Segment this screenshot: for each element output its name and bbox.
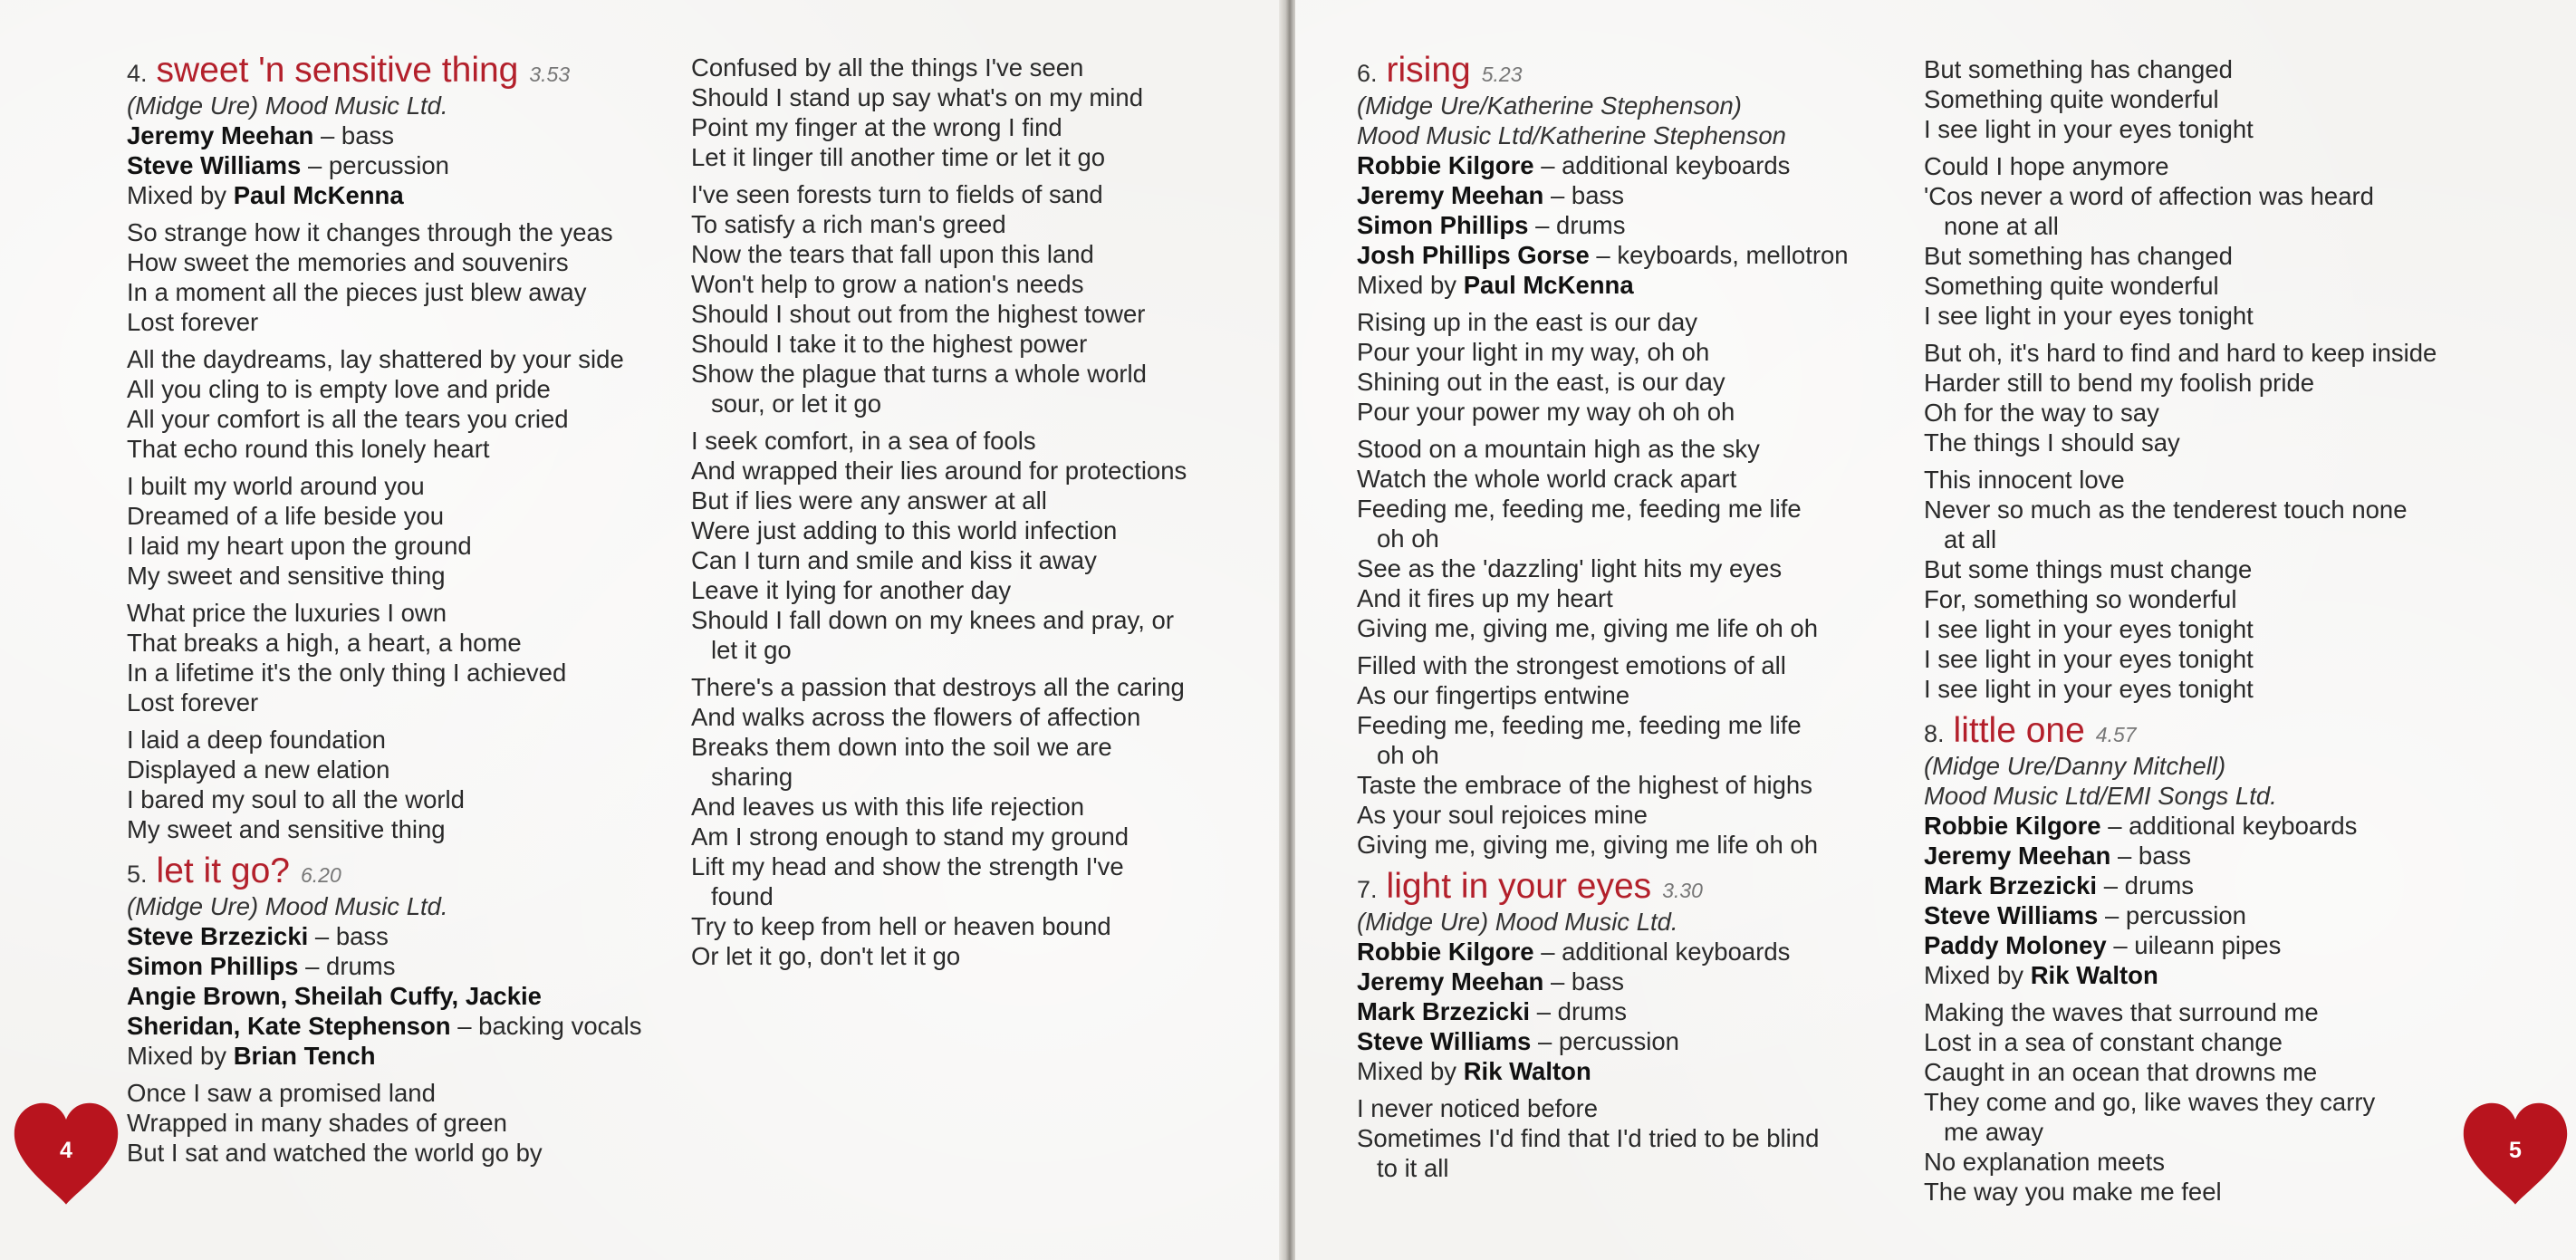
lyric-line: My sweet and sensitive thing <box>127 562 446 590</box>
song-5-header <box>127 851 670 891</box>
musician-credit <box>127 921 670 951</box>
lyric-stanza <box>127 598 670 717</box>
lyric-line: Stood on a mountain high as the sky <box>1357 435 1760 463</box>
musician-credit <box>127 951 670 981</box>
lyric-line: But if lies were any answer at all <box>691 486 1047 515</box>
lyric-line: I see light in your eyes tonight <box>1924 645 2254 673</box>
lyric-line: Wrapped in many shades of green <box>127 1109 507 1137</box>
mixed-by-prefix: Mixed by <box>1924 961 2031 989</box>
lyric-line: Taste the embrace of the highest of highs <box>1357 771 1812 799</box>
lyric-line: And walks across the flowers of affection <box>691 703 1141 731</box>
lyric-line: My sweet and sensitive thing <box>127 815 446 843</box>
lyric-line: Should I shout out from the highest tower <box>691 300 1146 328</box>
lyric-line: Dreamed of a life beside you <box>127 502 445 530</box>
lyric-line: They come and go, like waves they carry <box>1924 1088 2376 1116</box>
musician-credits <box>127 120 670 180</box>
lyric-line: Never so much as the tenderest touch none <box>1924 495 2408 524</box>
lyric-line: Oh for the way to say <box>1924 399 2159 427</box>
lyric-line: found <box>711 882 774 910</box>
lyric-line: All your comfort is all the tears you cried <box>127 405 569 433</box>
musician-credit <box>1357 210 1909 240</box>
lyric-line: That breaks a high, a heart, a home <box>127 629 522 657</box>
lyric-line: Now the tears that fall upon this land <box>691 240 1094 268</box>
lyric-line: let it go <box>711 636 792 664</box>
lyric-line: I never noticed before <box>1357 1094 1599 1122</box>
mixed-by-prefix: Mixed by <box>1357 271 1464 299</box>
lyric-stanza <box>1357 434 1909 643</box>
lyric-line: Sometimes I'd find that I'd tried to be blind <box>1357 1124 1820 1152</box>
song-duration: 4.57 <box>2095 723 2137 746</box>
musician-role: – keyboards, mellotron <box>1589 241 1849 269</box>
musician-name: Steve Williams <box>1924 901 2099 929</box>
lyric-line: Should I take it to the highest power <box>691 330 1088 358</box>
musician-credits <box>1357 937 1909 1056</box>
musician-name: Angie Brown, Sheilah Cuffy, Jackie <box>127 982 542 1010</box>
songwriter-credit: (Midge Ure) Mood Music Ltd. <box>1357 908 1678 936</box>
musician-credits <box>1924 811 2522 960</box>
lyric-line: Could I hope anymore <box>1924 152 2169 180</box>
publisher-credit: Mood Music Ltd/EMI Songs Ltd. <box>1924 782 2277 810</box>
musician-name: Simon Phillips <box>127 952 299 980</box>
musician-credit <box>1357 937 1909 967</box>
musician-credit <box>127 150 670 180</box>
lyric-line: Something quite wonderful <box>1924 85 2219 113</box>
lyric-line: I seek comfort, in a sea of fools <box>691 427 1036 455</box>
lyric-line: oh oh <box>1377 741 1439 769</box>
musician-name: Robbie Kilgore <box>1357 938 1534 966</box>
lyric-stanza <box>127 725 670 844</box>
musician-role: – percussion <box>2098 901 2246 929</box>
lyric-line: But some things must change <box>1924 555 2253 583</box>
lyric-line: me away <box>1944 1118 2044 1146</box>
lyric-line: For, something so wonderful <box>1924 585 2237 613</box>
musician-credit <box>1357 150 1909 180</box>
songwriter-credit: (Midge Ure/Katherine Stephenson) <box>1357 91 1742 120</box>
musician-role: – additional keyboards <box>2100 812 2358 840</box>
songwriter-credit: (Midge Ure) Mood Music Ltd. <box>127 91 448 120</box>
lyric-line: To satisfy a rich man's greed <box>691 210 1006 238</box>
lyric-line: Lost forever <box>127 688 259 717</box>
musician-role: – drums <box>1528 211 1626 239</box>
publisher-credit: Mood Music Ltd/Katherine Stephenson <box>1357 121 1786 149</box>
lyric-stanza <box>1924 151 2522 331</box>
lyric-line: oh oh <box>1377 524 1439 553</box>
mixed-by-line <box>127 180 670 210</box>
musician-name: Steve Williams <box>1357 1027 1532 1055</box>
musician-credit <box>1357 180 1909 210</box>
lyric-stanza <box>1357 307 1909 427</box>
song-title: rising <box>1386 51 1471 90</box>
lyric-line: Something quite wonderful <box>1924 272 2219 300</box>
musician-credit <box>1924 870 2522 900</box>
lyric-stanza <box>1357 650 1909 860</box>
musician-credits <box>1357 150 1909 270</box>
right-page <box>1295 0 2576 1260</box>
musician-name: Mark Brzezicki <box>1924 871 2098 899</box>
musician-credit <box>1924 811 2522 841</box>
musician-credit <box>1924 900 2522 930</box>
lyric-line: But I sat and watched the world go by <box>127 1139 543 1167</box>
song-title: sweet 'n sensitive thing <box>156 51 519 90</box>
lyric-line: sharing <box>711 763 793 791</box>
song-5-lyrics <box>127 1078 670 1168</box>
lyric-line: Leave it lying for another day <box>691 576 1012 604</box>
lyric-line: Try to keep from hell or heaven bound <box>691 912 1111 940</box>
musician-name: Simon Phillips <box>1357 211 1529 239</box>
lyric-line: Lost in a sea of constant change <box>1924 1028 2283 1056</box>
lyric-line: I built my world around you <box>127 472 425 500</box>
musician-credit <box>1924 930 2522 960</box>
lyric-line: How sweet the memories and souvenirs <box>127 248 569 276</box>
page-number: 5 <box>2509 1138 2522 1163</box>
lyric-line: Shining out in the east, is our day <box>1357 368 1725 396</box>
song-6-lyrics <box>1357 307 1909 860</box>
lyric-line: In a moment all the pieces just blew away <box>127 278 587 306</box>
lyric-line: Am I strong enough to stand my ground <box>691 822 1129 851</box>
musician-role: – percussion <box>301 151 449 179</box>
musician-role: – additional keyboards <box>1533 151 1791 179</box>
musician-name: Steve Williams <box>127 151 302 179</box>
lyric-line: And wrapped their lies around for protections <box>691 457 1187 485</box>
lyric-stanza <box>127 344 670 464</box>
song-duration: 5.23 <box>1481 63 1523 86</box>
page-number-heart <box>2456 1096 2574 1214</box>
musician-name: Sheridan, Kate Stephenson <box>127 1012 451 1040</box>
song-4-header <box>127 51 670 91</box>
song-title: little one <box>1953 711 2085 750</box>
lyric-line: Feeding me, feeding me, feeding me life <box>1357 495 1802 523</box>
lyric-line: And it fires up my heart <box>1357 584 1613 612</box>
lyric-line: I see light in your eyes tonight <box>1924 675 2254 703</box>
song-8-lyrics <box>1924 997 2522 1207</box>
lyric-line: The way you make me feel <box>1924 1178 2222 1206</box>
mixed-by-line <box>1924 960 2522 990</box>
mixed-by-prefix: Mixed by <box>127 1042 234 1070</box>
mixed-by-prefix: Mixed by <box>1357 1057 1464 1085</box>
song-title: let it go? <box>156 851 290 890</box>
lyric-line: I see light in your eyes tonight <box>1924 302 2254 330</box>
lyric-line: All the daydreams, lay shattered by your side <box>127 345 624 373</box>
songwriter-credit: (Midge Ure/Danny Mitchell) <box>1924 752 2226 780</box>
musician-name: Jeremy Meehan <box>1924 842 2111 870</box>
mixer-name: Brian Tench <box>233 1042 376 1070</box>
mixer-name: Paul McKenna <box>1463 271 1634 299</box>
lyric-line: That echo round this lonely heart <box>127 435 490 463</box>
right-column-1 <box>1357 51 1909 1183</box>
musician-role: – bass <box>308 922 389 950</box>
lyric-stanza <box>1924 54 2522 144</box>
left-page <box>0 0 1284 1260</box>
songwriter-credit: (Midge Ure) Mood Music Ltd. <box>127 892 448 920</box>
page-number-heart <box>7 1096 125 1214</box>
left-column-1 <box>127 51 670 1168</box>
lyric-line: sour, or let it go <box>711 390 882 418</box>
musician-credit <box>1357 967 1909 996</box>
lyric-line: Giving me, giving me, giving me life oh oh <box>1357 831 1818 859</box>
lyric-line: Show the plague that turns a whole world <box>691 360 1147 388</box>
lyric-stanza <box>1924 465 2522 704</box>
lyric-stanza <box>127 1078 670 1168</box>
song-number: 6. <box>1357 60 1378 87</box>
musician-role: – drums <box>298 952 396 980</box>
lyric-line: See as the 'dazzling' light hits my eyes <box>1357 554 1783 582</box>
lyric-line: Feeding me, feeding me, feeding me life <box>1357 711 1802 739</box>
mixer-name: Rik Walton <box>2030 961 2158 989</box>
lyric-stanza <box>1357 1093 1909 1183</box>
lyric-line: Pour your light in my way, oh oh <box>1357 338 1710 366</box>
lyric-line: I laid a deep foundation <box>127 726 386 754</box>
musician-role: – drums <box>2097 871 2195 899</box>
musician-role: – additional keyboards <box>1533 938 1791 966</box>
lyric-line: Pour your power my way oh oh oh <box>1357 398 1735 426</box>
mixer-name: Rik Walton <box>1463 1057 1591 1085</box>
musician-role: – drums <box>1530 997 1628 1025</box>
right-column-2 <box>1924 54 2522 1207</box>
lyric-line: There's a passion that destroys all the caring <box>691 673 1185 701</box>
lyric-line: I laid my heart upon the ground <box>127 532 472 560</box>
song-7-lyrics-continued <box>1924 54 2522 704</box>
lyric-line: Should I fall down on my knees and pray, or <box>691 606 1174 634</box>
song-number: 4. <box>127 60 148 87</box>
mixed-by-prefix: Mixed by <box>127 181 234 209</box>
song-duration: 6.20 <box>300 863 341 887</box>
musician-role: – percussion <box>1531 1027 1679 1055</box>
lyric-line: Can I turn and smile and kiss it away <box>691 546 1097 574</box>
lyric-line: Confused by all the things I've seen <box>691 53 1084 82</box>
lyric-line: Were just adding to this world infection <box>691 516 1118 544</box>
lyric-line: Should I stand up say what's on my mind <box>691 83 1143 111</box>
lyric-stanza <box>691 179 1271 418</box>
musician-role: – backing vocals <box>450 1012 642 1040</box>
musician-credit <box>1924 841 2522 870</box>
lyric-line: I bared my soul to all the world <box>127 785 465 813</box>
lyric-line: The things I should say <box>1924 428 2180 457</box>
lyric-stanza <box>691 53 1271 172</box>
song-duration: 3.30 <box>1662 879 1703 902</box>
lyric-line: What price the luxuries I own <box>127 599 447 627</box>
song-title: light in your eyes <box>1386 867 1652 906</box>
lyric-line: Let it linger till another time or let it go <box>691 143 1106 171</box>
lyric-line: Point my finger at the wrong I find <box>691 113 1062 141</box>
lyric-line: Filled with the strongest emotions of all <box>1357 651 1786 679</box>
lyric-line: Won't help to grow a nation's needs <box>691 270 1084 298</box>
musician-name: Jeremy Meehan <box>127 121 314 149</box>
musician-name: Jeremy Meehan <box>1357 181 1544 209</box>
lyric-stanza <box>127 471 670 591</box>
lyric-line: Displayed a new elation <box>127 755 390 784</box>
lyric-stanza <box>127 217 670 337</box>
lyric-line: Harder still to bend my foolish pride <box>1924 369 2315 397</box>
song-number: 8. <box>1924 720 1945 747</box>
lyric-line: Making the waves that surround me <box>1924 998 2319 1026</box>
lyric-line: But oh, it's hard to find and hard to keep inside <box>1924 339 2437 367</box>
song-8-header <box>1924 711 2522 751</box>
lyric-line: Lift my head and show the strength I've <box>691 852 1124 880</box>
lyric-line: Or let it go, don't let it go <box>691 942 961 970</box>
song-4-lyrics <box>127 217 670 844</box>
left-column-2 <box>691 53 1271 971</box>
lyric-line: Lost forever <box>127 308 259 336</box>
musician-name: Robbie Kilgore <box>1357 151 1534 179</box>
musician-credit <box>127 1011 670 1041</box>
musician-role: – uileann pipes <box>2106 931 2282 959</box>
lyric-stanza <box>1924 997 2522 1207</box>
lyric-stanza <box>1924 338 2522 457</box>
lyric-line: This innocent love <box>1924 466 2125 494</box>
song-7-header <box>1357 867 1909 907</box>
musician-name: Robbie Kilgore <box>1924 812 2101 840</box>
lyric-line: I see light in your eyes tonight <box>1924 115 2254 143</box>
song-duration: 3.53 <box>529 63 571 86</box>
musician-role: – bass <box>313 121 395 149</box>
mixed-by-line <box>1357 270 1909 300</box>
lyric-line: I've seen forests turn to fields of sand <box>691 180 1103 208</box>
musician-credit <box>1357 240 1909 270</box>
lyric-stanza <box>691 672 1271 971</box>
lyric-line: But something has changed <box>1924 242 2233 270</box>
musician-name: Josh Phillips Gorse <box>1357 241 1590 269</box>
musician-role: – bass <box>1543 967 1625 995</box>
lyric-line: As our fingertips entwine <box>1357 681 1630 709</box>
lyric-line: 'Cos never a word of affection was heard <box>1924 182 2374 210</box>
mixer-name: Paul McKenna <box>233 181 404 209</box>
musician-credit <box>127 981 670 1011</box>
lyric-line: I see light in your eyes tonight <box>1924 615 2254 643</box>
musician-name: Steve Brzezicki <box>127 922 309 950</box>
song-6-header <box>1357 51 1909 91</box>
musician-credit <box>1357 996 1909 1026</box>
mixed-by-line <box>1357 1056 1909 1086</box>
musician-role: – bass <box>1543 181 1625 209</box>
lyric-line: As your soul rejoices mine <box>1357 801 1648 829</box>
song-number: 7. <box>1357 876 1378 903</box>
lyric-line: And leaves us with this life rejection <box>691 793 1085 821</box>
lyric-stanza <box>691 426 1271 665</box>
lyric-line: Watch the whole world crack apart <box>1357 465 1737 493</box>
lyric-line: none at all <box>1944 212 2059 240</box>
lyric-line: Once I saw a promised land <box>127 1079 436 1107</box>
lyric-line: But something has changed <box>1924 55 2233 83</box>
lyric-line: Rising up in the east is our day <box>1357 308 1698 336</box>
musician-name: Mark Brzezicki <box>1357 997 1531 1025</box>
musician-name: Jeremy Meehan <box>1357 967 1544 995</box>
musician-credit <box>1357 1026 1909 1056</box>
lyric-line: So strange how it changes through the yeas <box>127 218 613 246</box>
lyric-line: Giving me, giving me, giving me life oh oh <box>1357 614 1818 642</box>
musician-role: – bass <box>2110 842 2192 870</box>
song-7-lyrics <box>1357 1093 1909 1183</box>
musician-credit <box>127 120 670 150</box>
song-number: 5. <box>127 861 148 888</box>
lyric-line: All you cling to is empty love and pride <box>127 375 551 403</box>
lyric-line: at all <box>1944 525 1997 553</box>
lyric-line: Caught in an ocean that drowns me <box>1924 1058 2318 1086</box>
page-number: 4 <box>60 1138 72 1163</box>
lyric-line: to it all <box>1377 1154 1449 1182</box>
song-5-lyrics-continued <box>691 53 1271 971</box>
lyric-line: No explanation meets <box>1924 1148 2165 1176</box>
lyric-line: In a lifetime it's the only thing I achieved <box>127 659 567 687</box>
mixed-by-line <box>127 1041 670 1071</box>
lyric-line: Breaks them down into the soil we are <box>691 733 1112 761</box>
musician-name: Paddy Moloney <box>1924 931 2107 959</box>
